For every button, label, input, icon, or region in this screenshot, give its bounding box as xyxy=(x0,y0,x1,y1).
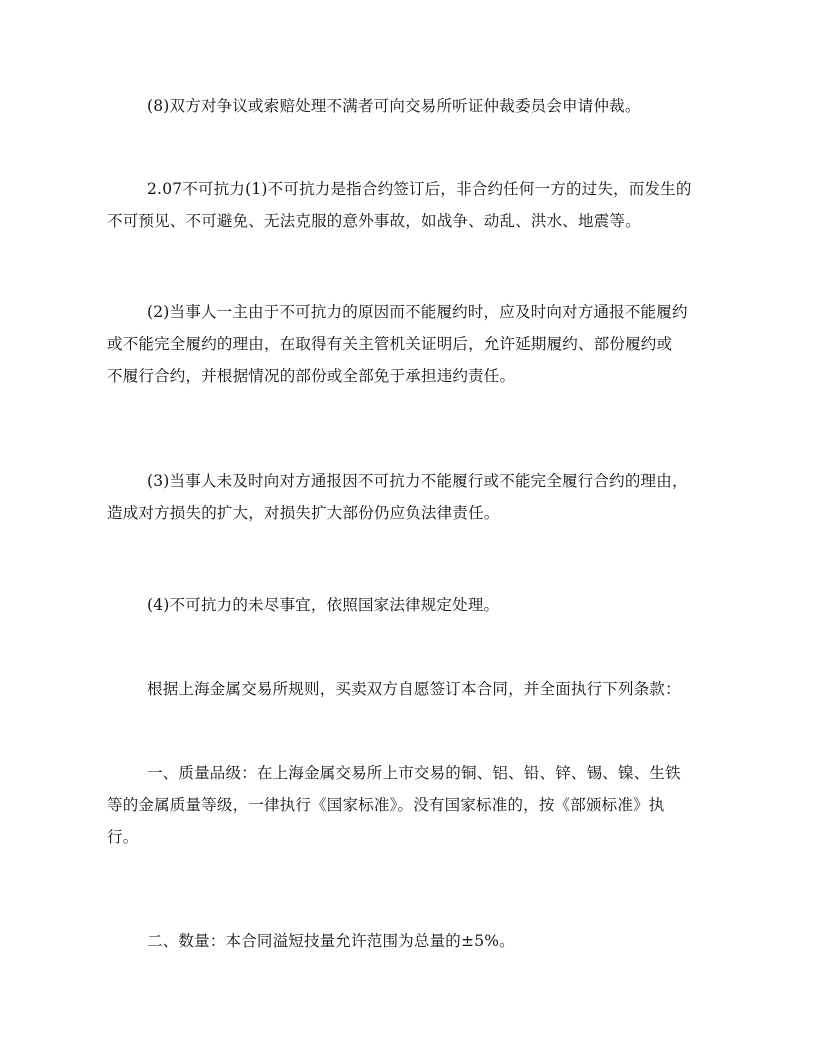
text-line: 二、数量：本合同溢短技量允许范围为总量的±5%。 xyxy=(147,932,515,950)
text-line: (8)双方对争议或索赔处理不满者可向交易所听证仲裁委员会申请仲裁。 xyxy=(147,97,641,115)
text-line: 不可预见、不可避免、无法克服的意外事故，如战争、动乱、洪水、地震等。 xyxy=(107,212,641,230)
paragraph-quantity xyxy=(107,925,707,957)
text-line: 造成对方损失的扩大，对损失扩大部份仍应负法律责任。 xyxy=(107,504,500,522)
paragraph-failure-to-notify xyxy=(107,465,707,529)
text-line: (2)当事人一主由于不可抗力的原因而不能履约时，应及时向对方通报不能履约 xyxy=(147,303,688,321)
text-line: 或不能完全履约的理由，在取得有关主管机关证明后，允许延期履约、部份履约或 xyxy=(107,335,673,353)
text-line: 行。 xyxy=(107,828,139,846)
paragraph-force-majeure-definition xyxy=(107,173,707,237)
text-line: (3)当事人未及时向对方通报因不可抗力不能履行或不能完全履行合约的理由， xyxy=(147,472,688,490)
text-line: 2.07不可抗力(1)不可抗力是指合约签订后，非合约任何一方的过失，而发生的 xyxy=(147,180,692,198)
paragraph-contract-intro xyxy=(107,673,707,705)
text-line: (4)不可抗力的未尽事宜，依照国家法律规定处理。 xyxy=(147,596,500,614)
paragraph-other-matters xyxy=(107,589,707,621)
paragraph-quality-grade xyxy=(107,757,707,853)
paragraph-force-majeure-notice xyxy=(107,296,707,392)
text-line: 一、质量品级：在上海金属交易所上市交易的铜、铝、铅、锌、锡、镍、生铁 xyxy=(147,764,681,782)
paragraph-arbitration xyxy=(107,90,707,122)
text-line: 根据上海金属交易所规则，买卖双方自愿签订本合同，并全面执行下列条款： xyxy=(147,680,681,698)
text-line: 等的金属质量等级，一律执行《国家标准》。没有国家标准的，按《部颁标准》执 xyxy=(107,796,665,814)
text-line: 不履行合约，并根据情况的部份或全部免于承担违约责任。 xyxy=(107,367,516,385)
